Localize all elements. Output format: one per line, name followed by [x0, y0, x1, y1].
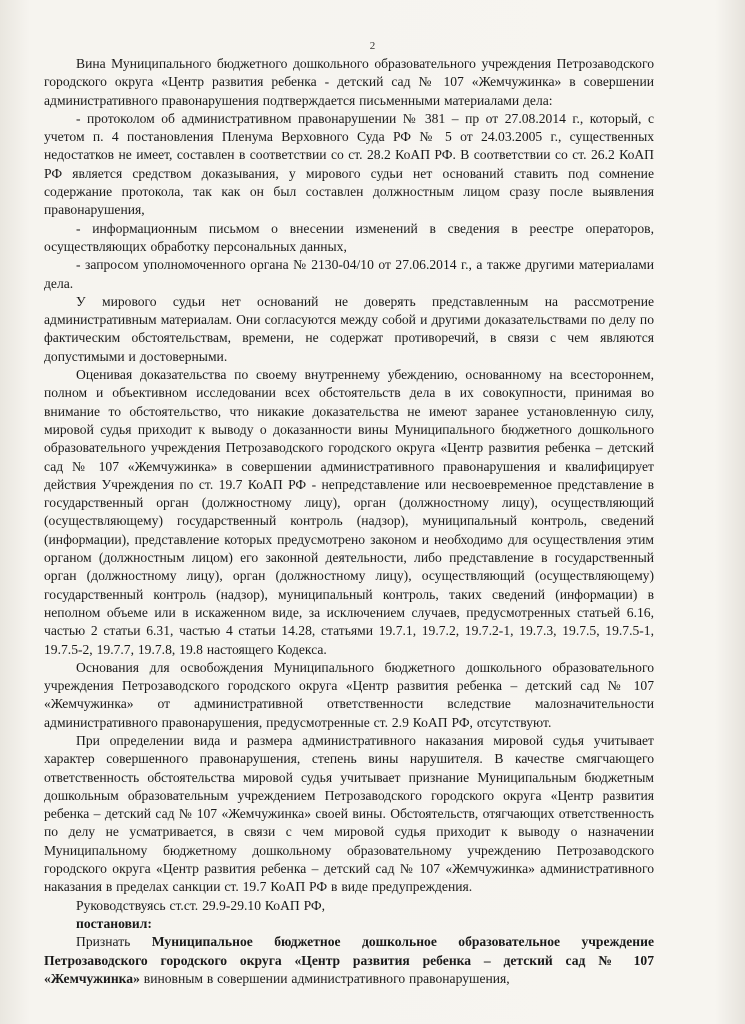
document-body — [44, 55, 654, 988]
paragraph-guided: Руководствуясь ст.ст. 29.9-29.10 КоАП РФ, — [76, 897, 326, 913]
page-number: 2 — [369, 40, 376, 52]
paragraph-final — [44, 933, 654, 988]
final-defendant: Муниципальное бюджетное дошкольное образовательное учреждение Петрозаводского городского округа «Центр развития ребенка – детский сад № 107 «Жемчужинка» — [44, 934, 654, 986]
final-lead: Признать — [76, 934, 152, 950]
paragraph-guilt-evidence: Вина Муниципального бюджетного дошкольного образовательного учреждения Петрозаводского городского округа «Центр развития ребенка - детский сад № 107 «Жемчужинка» в совершении административного правонарушения подтверждается письменными материалами дела: — [44, 56, 654, 108]
paragraph-trust: У мирового судьи нет оснований не доверять представленным на рассмотрение административным материалам. Они согласуются между собой и другими доказательствами по делу по фактическим обстоятельствам, времени, не содержат противоречий, в связи с чем являются допустимыми и достоверными. — [44, 293, 654, 364]
paragraph-penalty: При определении вида и размера административного наказания мировой судья учитывает характер совершенного правонарушения, степень вины нарушителя. В качестве смягчающего ответственность обстоятельства мировой судья учитывает признание Муниципальным бюджетным дошкольным образовательным учреждением Петрозаводского городского округа «Центр развития ребенка – детский сад № 107 «Жемчужинка» своей вины. Обстоятельств, отягчающих ответственность по делу не усматривается, в связи с чем мировой судья приходит к выводу о назначении Муниципальному бюджетному дошкольному образовательному учреждению Петрозаводского городского округа «Центр развития ребенка – детский сад № 107 «Жемчужинка» административного наказания в пределах санкции ст. 19.7 КоАП РФ в виде предупреждения. — [44, 732, 654, 895]
resolution-heading: постановил: — [76, 915, 152, 931]
paragraph-request: - запросом уполномоченного органа № 2130-04/10 от 27.06.2014 г., а также другими материалами дела. — [44, 257, 654, 291]
paragraph-protocol: - протоколом об административном правонарушении № 381 – пр от 27.08.2014 г., который, с учетом п. 4 постановления Пленума Верховного Суда РФ № 5 от 24.03.2005 г., существенных недостатков не имеет, составлен в соответствии со ст. 28.2 КоАП РФ. В соответствии со ст. 26.2 КоАП РФ является средством доказывания, у мирового судьи нет оснований ставить под сомнение содержание протокола, так как он был составлен должностным лицом сразу после выявления правонарушения, — [44, 110, 654, 218]
paragraph-info-letter: - информационным письмом о внесении изменений в сведения в реестре операторов, осуществляющих обработку персональных данных, — [44, 220, 654, 254]
paragraph-grounds: Основания для освобождения Муниципального бюджетного дошкольного образовательного учреждения Петрозаводского городского округа «Центр развития ребенка – детский сад № 107 «Жемчужинка» от административной ответственности вследствие малозначительности административного правонарушения, предусмотренные ст. 2.9 КоАП РФ, отсутствуют. — [44, 659, 654, 730]
paragraph-evaluation: Оценивая доказательства по своему внутреннему убеждению, основанному на всестороннем, полном и объективном исследовании всех обстоятельств дела в их совокупности, принимая во внимание то обстоятельство, что никакие доказательства не имеют заранее установленную силу, мировой судья приходит к выводу о доказанности вины Муниципального бюджетного дошкольного образовательного учреждения Петрозаводского городского округа «Центр развития ребенка – детский сад № 107 «Жемчужинка» в совершении административного правонарушения и квалифицирует действия Учреждения по ст. 19.7 КоАП РФ - непредставление или несвоевременное представление в государственный орган (должностному лицу), орган (должностному лицу), осуществляющий (осуществляющему) государственный контроль (надзор), муниципальный контроль, сведений (информации), представление которых предусмотрено законом и необходимо для осуществления этим органом (должностным лицом) его законной деятельности, либо представление в государственный орган (должностному лицу), орган (должностному лицу), осуществляющий (осуществляющему) государственный контроль (надзор), муниципальный контроль, таких сведений (информации) в неполном объеме или в искаженном виде, за исключением случаев, предусмотренных статьей 6.16, частью 2 статьи 6.31, частью 4 статьи 14.28, статьями 19.7.1, 19.7.2, 19.7.2-1, 19.7.3, 19.7.5, 19.7.5-1, 19.7.5-2, 19.7.7, 19.7.8, 19.8 настоящего Кодекса. — [44, 367, 654, 657]
final-tail: виновным в совершении административного правонарушения, — [139, 970, 510, 986]
